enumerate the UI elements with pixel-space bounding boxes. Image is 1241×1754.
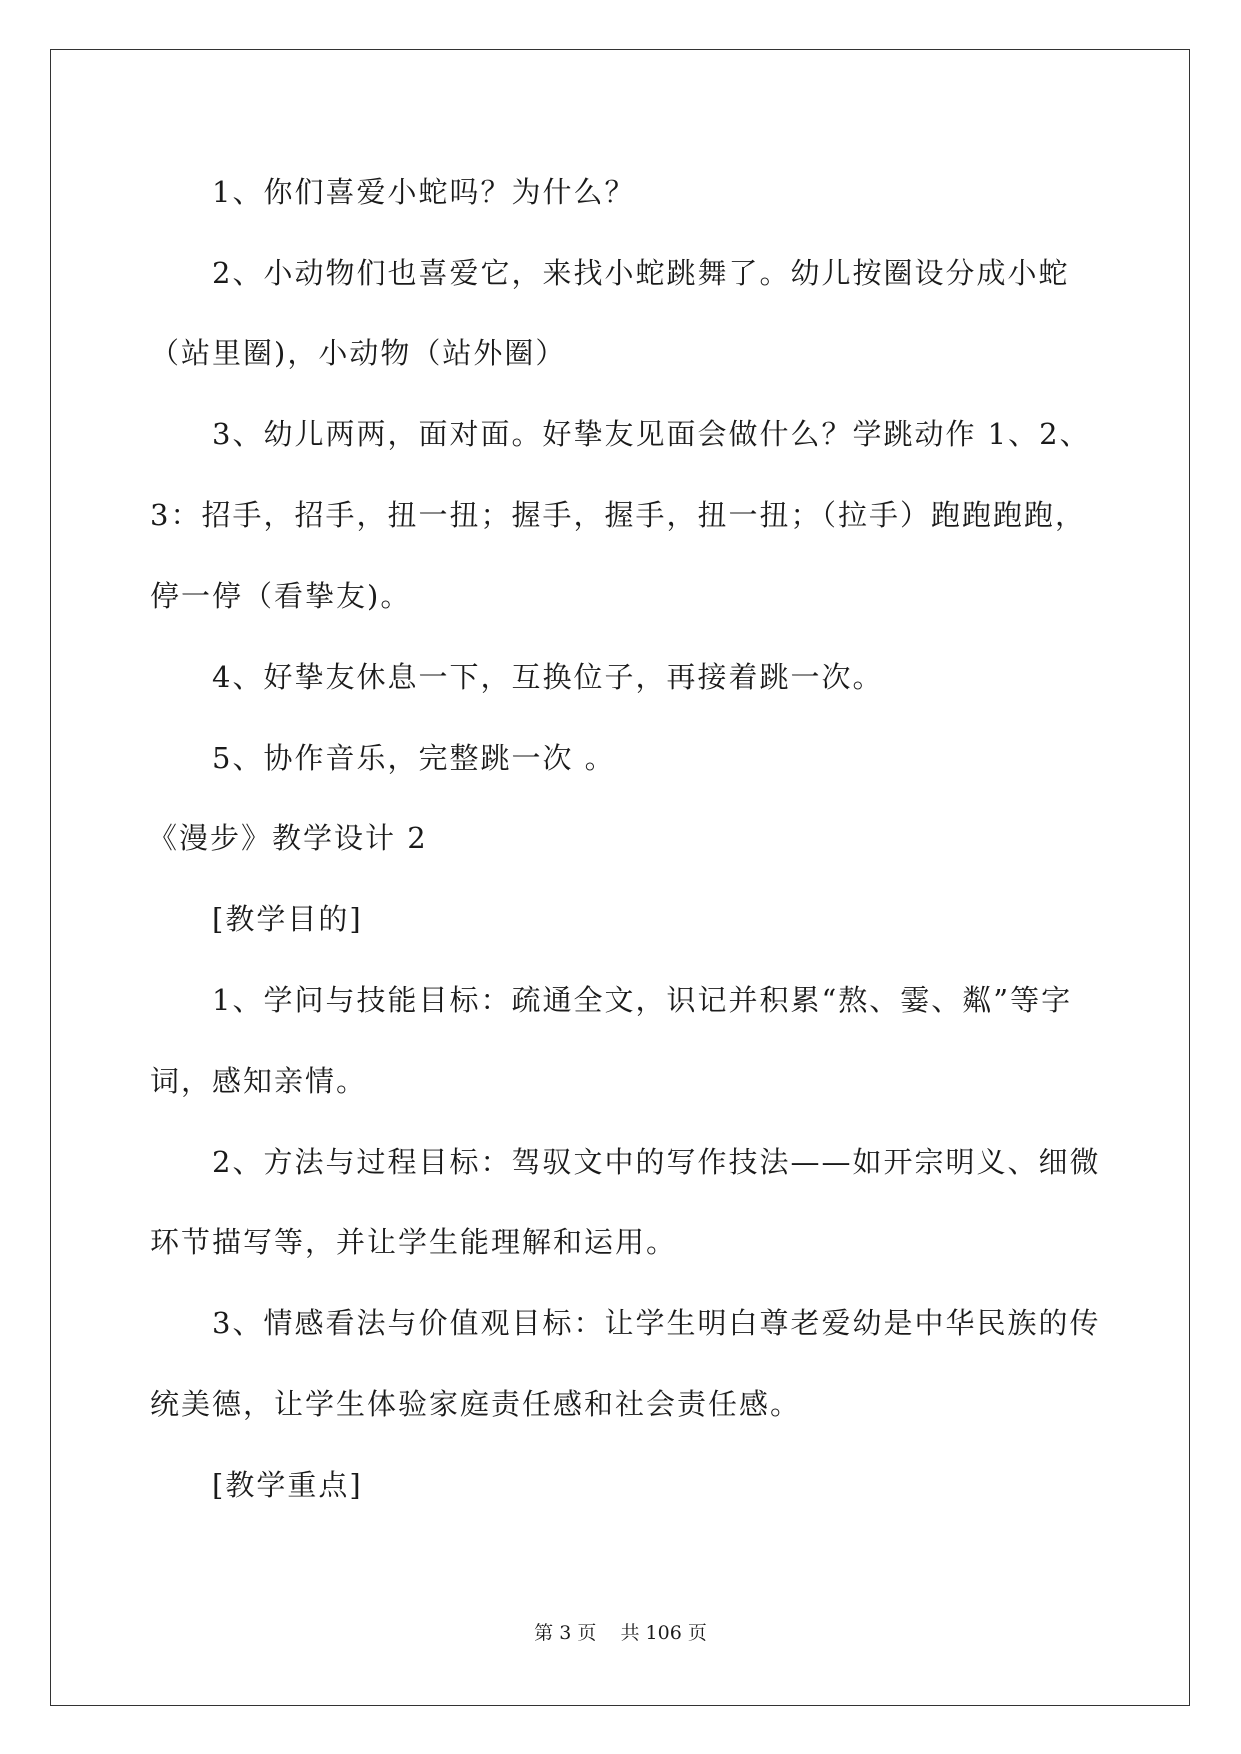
paragraph-line: 3：招手，招手，扭一扭；握手，握手，扭一扭；（拉手）跑跑跑跑， <box>150 498 1086 532</box>
paragraph-line: 词，感知亲情。 <box>150 1064 368 1098</box>
page-frame <box>50 49 1190 1706</box>
paragraph-line: 1、学问与技能目标：疏通全文，识记并积累“熬、霎、粼”等字 <box>212 983 1073 1017</box>
paragraph-line: 环节描写等，并让学生能理解和运用。 <box>150 1225 678 1259</box>
paragraph-line: 2、小动物们也喜爱它，来找小蛇跳舞了。幼儿按圈设分成小蛇 <box>212 256 1070 290</box>
paragraph-line: 2、方法与过程目标：驾驭文中的写作技法——如开宗明义、细微 <box>212 1145 1101 1179</box>
paragraph-line: 停一停（看挚友)。 <box>150 579 412 613</box>
paragraph-line: 5、协作音乐，完整跳一次 。 <box>212 741 616 775</box>
paragraph-line: 4、好挚友休息一下，互换位子，再接着跳一次。 <box>212 660 884 694</box>
paragraph-line: 3、情感看法与价值观目标：让学生明白尊老爱幼是中华民族的传 <box>212 1306 1101 1340</box>
section-heading: 《漫步》教学设计 2 <box>148 821 428 855</box>
paragraph-line: 3、幼儿两两，面对面。好挚友见面会做什么？学跳动作 1、2、 <box>212 417 1091 451</box>
paragraph-line: 1、你们喜爱小蛇吗？为什么？ <box>212 175 636 209</box>
paragraph-line: 统美德，让学生体验家庭责任感和社会责任感。 <box>150 1387 802 1421</box>
subsection-heading: [教学目的] <box>212 902 363 936</box>
paragraph-line: （站里圈)，小动物（站外圈） <box>150 336 567 370</box>
page-number-footer: 第 3 页 共 106 页 <box>534 1622 707 1644</box>
subsection-heading: [教学重点] <box>212 1468 363 1502</box>
